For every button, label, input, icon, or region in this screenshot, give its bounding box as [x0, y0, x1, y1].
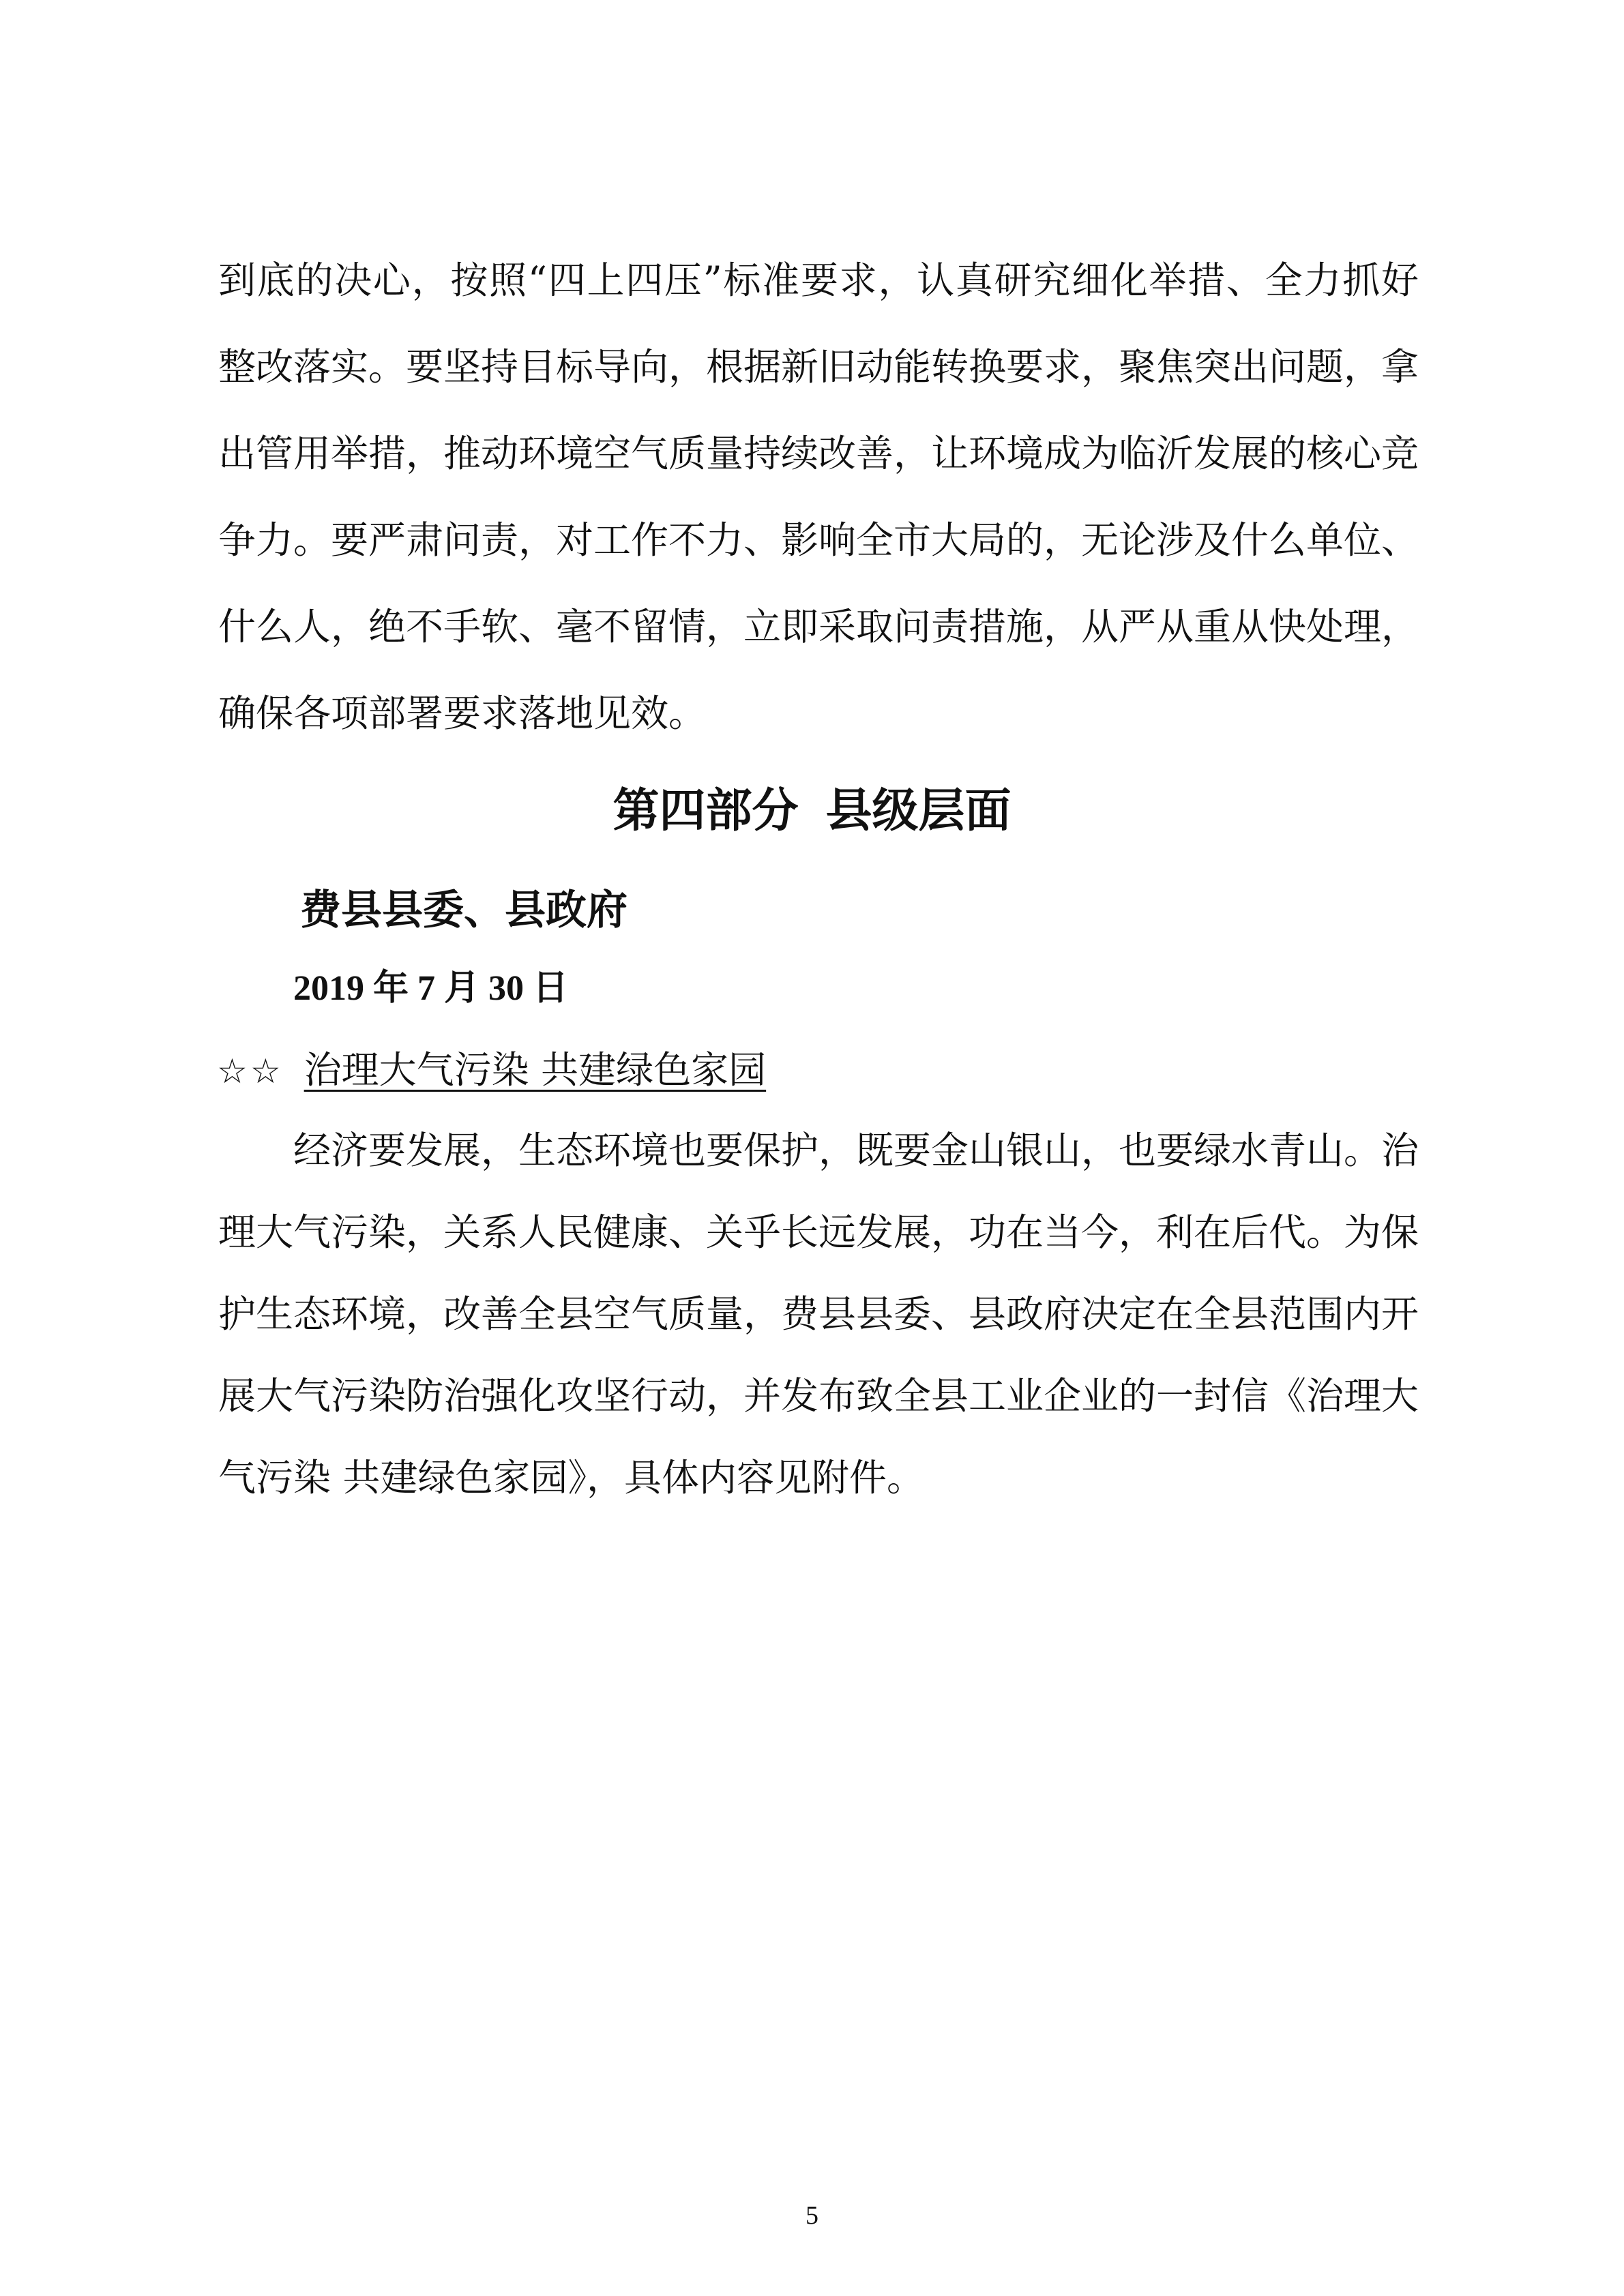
part-name: 县级层面	[825, 784, 1012, 838]
organization-heading: 费县县委、县政府	[300, 886, 628, 934]
paragraph-line: 经济要发展，生态环境也要保护，既要金山银山，也要绿水青山。治	[293, 1129, 1419, 1172]
paragraph-line: 什么人，绝不手软、毫不留情，立即采取问责措施，从严从重从快处理，	[218, 605, 1419, 648]
paragraph-line: 整改落实。要坚持目标导向，根据新旧动能转换要求，聚焦突出问题，拿	[218, 345, 1419, 389]
paragraph-line: 确保各项部署要求落地见效。	[218, 691, 707, 735]
part-label: 第四部分	[612, 784, 799, 838]
date-line: 2019 年 7 月 30 日	[293, 969, 569, 1008]
paragraph-line: 气污染 共建绿色家园》，具体内容见附件。	[218, 1456, 924, 1500]
paragraph-line: 到底的决心，按照“四上四压”标准要求，认真研究细化举措、全力抓好	[218, 258, 1419, 302]
star-icon: ☆☆	[217, 1052, 284, 1091]
part-heading	[0, 784, 1624, 838]
article-title: 治理大气污染 共建绿色家园	[304, 1048, 767, 1092]
paragraph-line: 护生态环境，改善全县空气质量，费县县委、县政府决定在全县范围内开	[218, 1292, 1419, 1336]
paragraph-line: 展大气污染防治强化攻坚行动，并发布致全县工业企业的一封信《治理大	[218, 1374, 1419, 1418]
paragraph-line: 出管用举措，推动环境空气质量持续改善，让环境成为临沂发展的核心竞	[218, 432, 1419, 475]
paragraph-line: 理大气污染，关系人民健康、关乎长远发展，功在当今，利在后代。为保	[218, 1210, 1419, 1254]
article-title-row	[217, 1048, 767, 1092]
paragraph-line: 争力。要严肃问责，对工作不力、影响全市大局的，无论涉及什么单位、	[218, 518, 1419, 562]
page-number: 5	[806, 2201, 818, 2230]
